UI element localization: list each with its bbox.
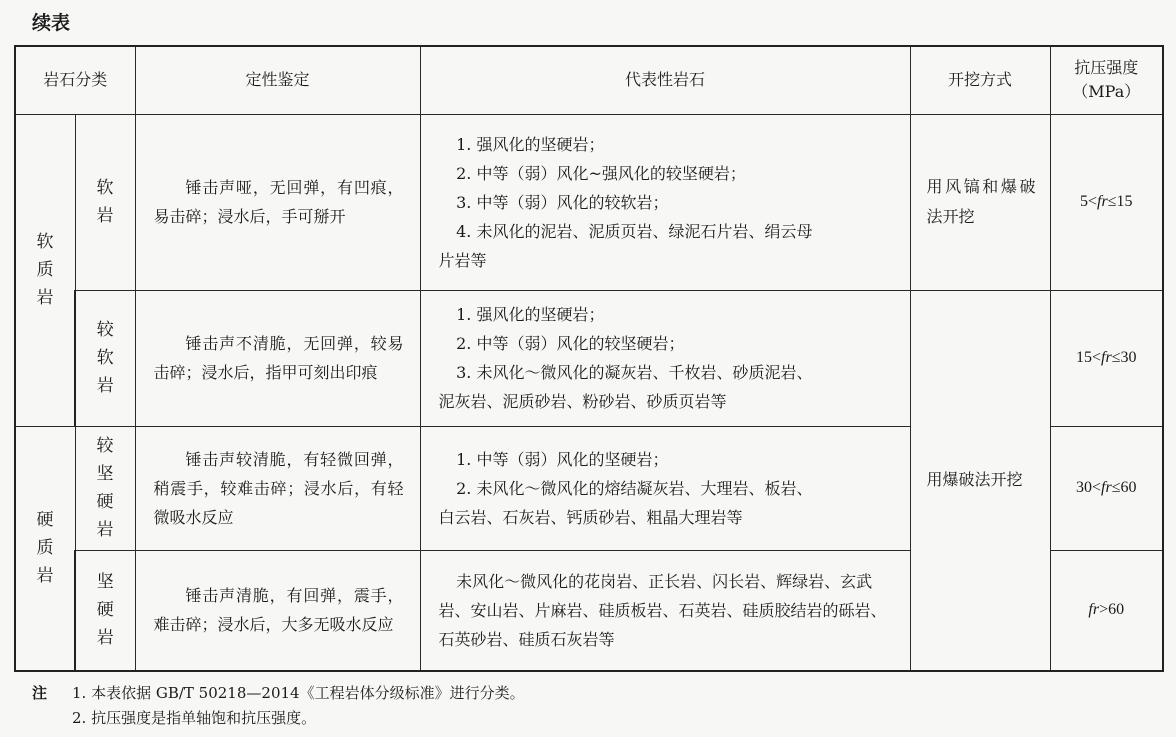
table-notes xyxy=(32,681,525,731)
subtype-cell xyxy=(75,426,135,550)
qualitative-cell: 锤击声哑，无回弹，有凹痕，易击碎；浸水后，手可掰开 xyxy=(135,114,420,290)
subtype-cell xyxy=(75,114,135,290)
subtype-char: 较 xyxy=(96,436,114,456)
rock-item: 2. 中等（弱）风化~强风化的较坚硬岩； xyxy=(456,163,746,183)
rock-item: 3. 未风化～微风化的凝灰岩、千枚岩、砂质泥岩、 xyxy=(456,363,813,382)
header-excavation: 开挖方式 xyxy=(910,46,1050,114)
subtype-char: 岩 xyxy=(96,376,114,396)
group-char: 硬 xyxy=(36,510,54,531)
qualitative-cell: 锤击声清脆，有回弹，震手，难击碎；浸水后，大多无吸水反应 xyxy=(135,550,420,671)
rocks-cell xyxy=(420,290,910,426)
notes-label: 注 xyxy=(32,684,48,702)
subtype-char: 较 xyxy=(96,320,114,340)
subtype-char: 岩 xyxy=(96,520,114,540)
table-row xyxy=(15,290,1163,426)
group-char: 质 xyxy=(36,538,54,559)
table-row xyxy=(15,114,1163,290)
rocks-cell xyxy=(420,114,910,290)
rocks-cell xyxy=(420,426,910,550)
strength-cell: 30<fr≤60 xyxy=(1050,426,1163,550)
group-char: 软 xyxy=(36,232,54,252)
qualitative-cell: 锤击声不清脆，无回弹，较易击碎；浸水后，指甲可刻出印痕 xyxy=(135,290,420,426)
rock-item: 泥灰岩、泥质砂岩、粉砂岩、砂质页岩等 xyxy=(438,392,727,411)
rock-item: 1. 中等（弱）风化的坚硬岩； xyxy=(456,449,669,469)
subtype-cell xyxy=(75,290,135,426)
header-qualitative: 定性鉴定 xyxy=(135,46,420,114)
subtype-char: 坚 xyxy=(96,464,114,484)
header-category: 岩石分类 xyxy=(15,46,135,114)
method-cell-soft: 用风镐和爆破法开挖 xyxy=(910,114,1050,290)
note-item: 1. 本表依据 GB/T 50218—2014《工程岩体分级标准》进行分类。 xyxy=(72,684,525,702)
rock-item: 4. 未风化的泥岩、泥质页岩、绿泥石片岩、绢云母 xyxy=(456,221,813,241)
rock-item: 2. 中等（弱）风化的较坚硬岩； xyxy=(456,334,685,353)
rock-item: 未风化～微风化的花岗岩、正长岩、闪长岩、辉绿岩、玄武岩、安山岩、片麻岩、硅质板岩、石英岩、硅质胶结岩的砾岩、石英砂岩、硅质石灰岩等 xyxy=(438,571,887,649)
group-char: 岩 xyxy=(36,566,54,587)
rock-classification-table xyxy=(14,45,1164,672)
table-continued-title: 续表 xyxy=(32,12,71,34)
subtype-char: 岩 xyxy=(96,628,114,649)
note-item: 2. 抗压强度是指单轴饱和抗压强度。 xyxy=(72,709,317,727)
rocks-cell xyxy=(420,550,910,671)
header-strength-line2: （MPa） xyxy=(1072,82,1141,102)
strength-cell: 15<fr≤30 xyxy=(1050,290,1163,426)
header-strength-line1: 抗压强度 xyxy=(1074,58,1139,78)
group-char: 岩 xyxy=(36,288,54,308)
subtype-char: 硬 xyxy=(96,600,114,621)
group-soft-rock xyxy=(15,114,75,426)
subtype-char: 软 xyxy=(96,348,114,368)
subtype-char: 岩 xyxy=(96,206,114,226)
rock-item: 3. 中等（弱）风化的较软岩； xyxy=(456,192,669,212)
strength-cell: 5<fr≤15 xyxy=(1050,114,1163,290)
group-char: 质 xyxy=(36,260,54,280)
subtype-cell xyxy=(75,550,135,671)
rock-item: 2. 未风化～微风化的熔结凝灰岩、大理岩、板岩、 xyxy=(456,478,813,498)
header-representative: 代表性岩石 xyxy=(420,46,910,114)
subtype-char: 硬 xyxy=(96,492,114,512)
rock-item: 1. 强风化的坚硬岩； xyxy=(456,305,605,324)
rock-item: 1. 强风化的坚硬岩； xyxy=(456,134,605,154)
rock-item: 白云岩、石灰岩、钙质砂岩、粗晶大理岩等 xyxy=(438,507,743,527)
group-hard-rock xyxy=(15,426,75,671)
strength-cell: fr>60 xyxy=(1050,550,1163,671)
method-cell-blast: 用爆破法开挖 xyxy=(910,290,1050,671)
header-row xyxy=(15,46,1163,114)
subtype-char: 坚 xyxy=(96,572,114,593)
qualitative-cell: 锤击声较清脆，有轻微回弹，稍震手，较难击碎；浸水后，有轻微吸水反应 xyxy=(135,426,420,550)
rock-item: 片岩等 xyxy=(438,250,487,270)
subtype-char: 软 xyxy=(96,178,114,198)
header-strength xyxy=(1050,46,1163,114)
